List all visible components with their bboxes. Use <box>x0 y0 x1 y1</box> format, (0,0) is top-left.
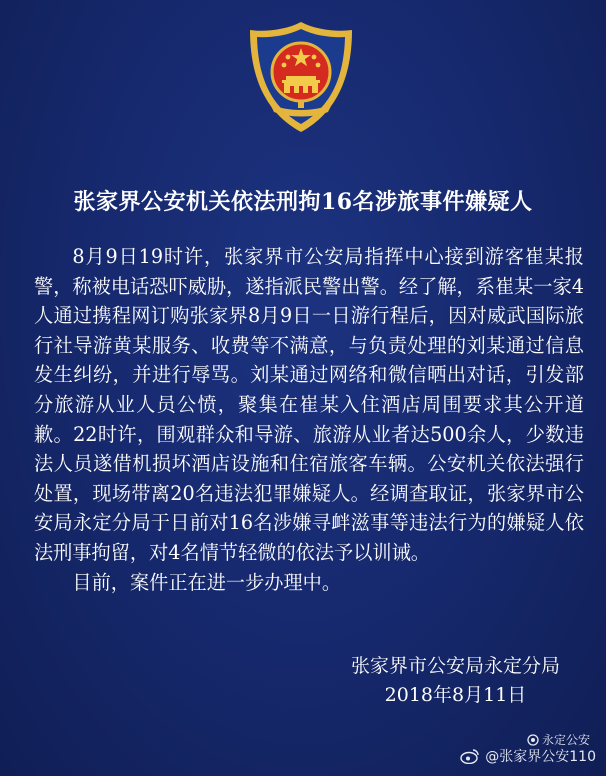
police-badge-icon <box>527 734 539 746</box>
weibo-watermark <box>460 746 596 766</box>
police-emblem-icon <box>246 20 356 134</box>
weibo-icon <box>460 748 480 764</box>
notice-body <box>34 242 584 597</box>
account-name: 永定公安 <box>541 733 590 747</box>
body-paragraph: 目前，案件正在进一步办理中。 <box>72 570 342 594</box>
signature-date: 2018年8月11日 <box>384 684 527 706</box>
page-title: 张家界公安机关依法刑拘16名涉旅事件嫌疑人 <box>73 189 533 215</box>
body-paragraph: 8月9日19时许，张家界市公安局指挥中心接到游客崔某报警，称被电话恐吓威胁，遂指派民警出警。经了解，系崔某一家4人通过携程网订购张家界8月9日一日游行程后，因对威武国际旅行社导游黄某服务、收费等不满意，与负责处理的刘某通过信息发生纠纷，并进行辱骂。刘某通过网络和微信晒出对话，引发部分旅游从业人员公愤，聚集在崔某入住酒店周围要求其公开道歉。22时许，围观群众和导游、旅游从业者达500余人，少数违法人员遂借机损坏酒店设施和住宿旅客车辆。公安机关依法强行处置，现场带离20名违法犯罪嫌疑人。经调查取证，张家界市公安局永定分局于日前对16名涉嫌寻衅滋事等违法行为的嫌疑人依法刑事拘留，对4名情节轻微的依法予以训诫。 <box>34 245 584 564</box>
signature-block <box>351 652 560 710</box>
weibo-handle: @张家界公安110 <box>485 749 596 765</box>
signature-org: 张家界市公安局永定分局 <box>350 655 560 677</box>
